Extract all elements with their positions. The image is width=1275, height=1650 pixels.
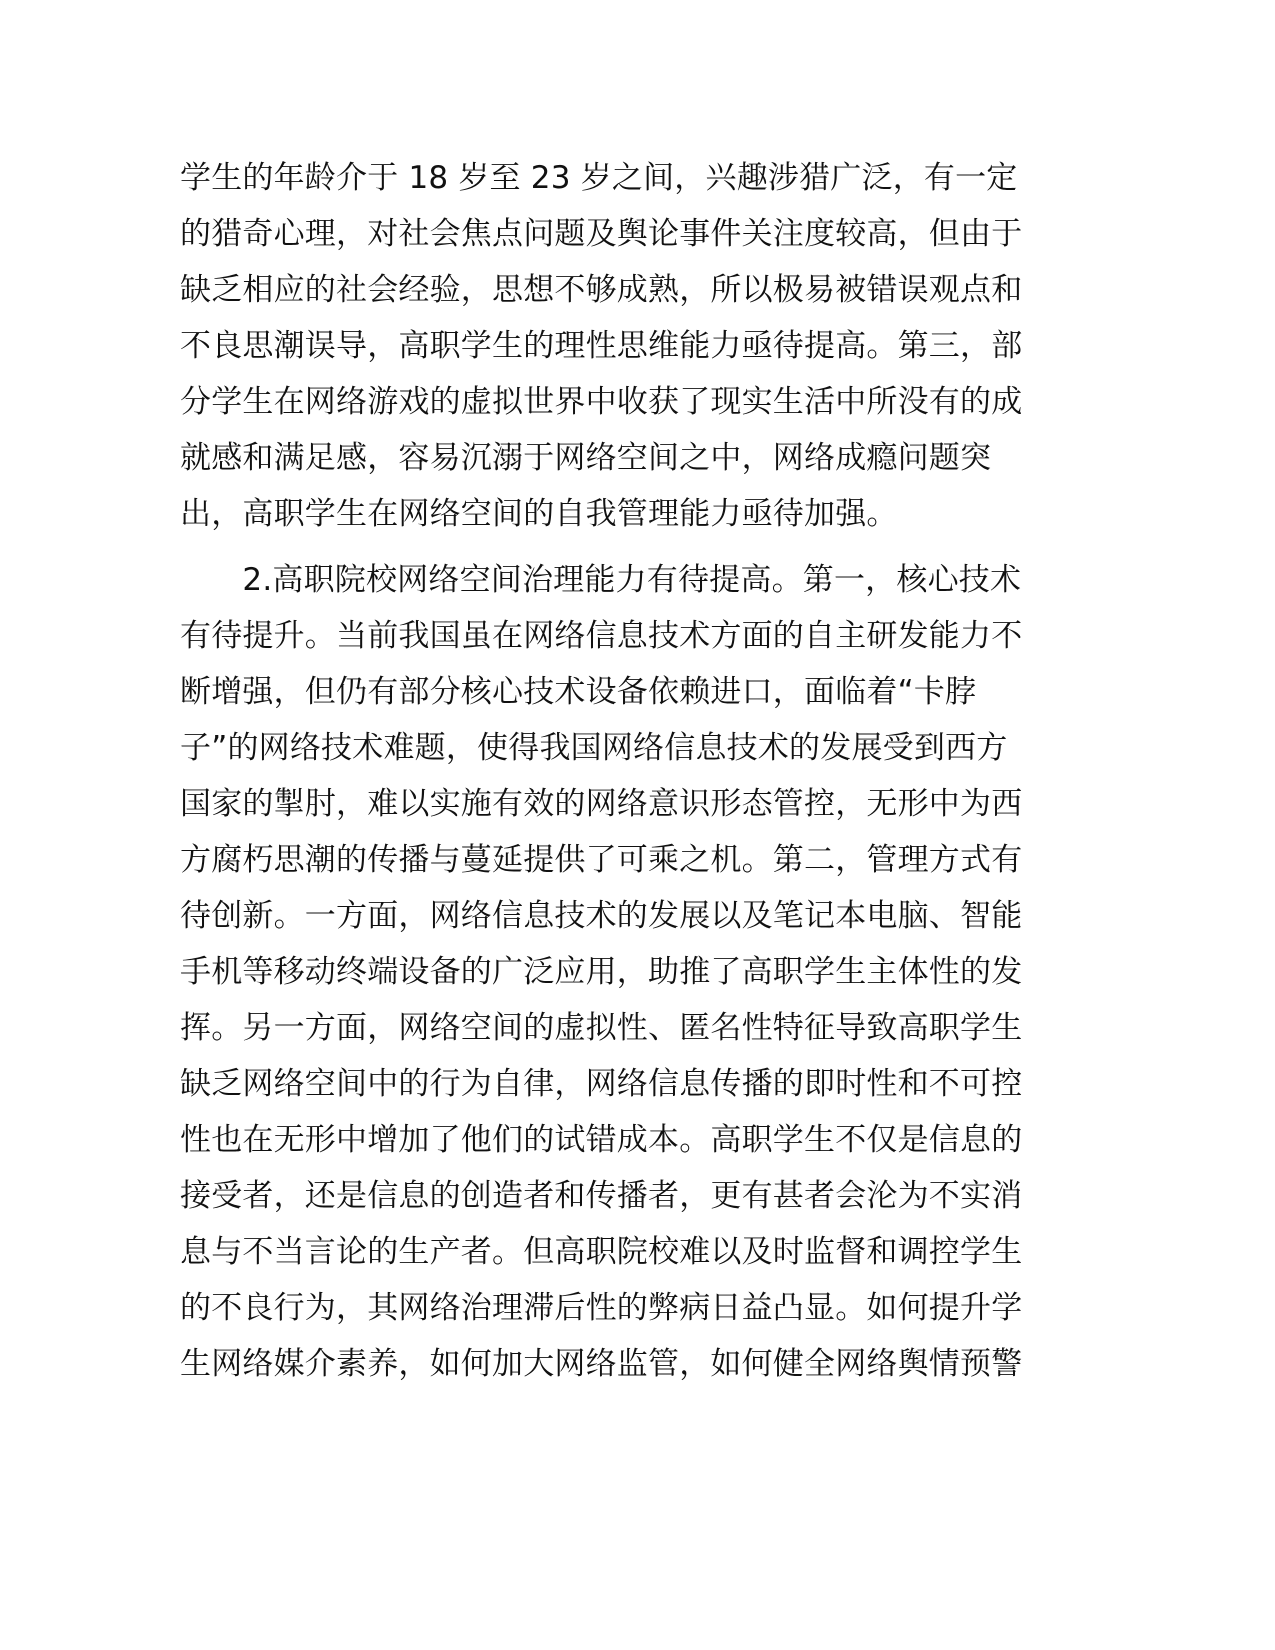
text-line: 缺乏相应的社会经验，思想不够成熟，所以极易被错误观点和 — [180, 272, 1023, 308]
paragraph-gap — [180, 542, 1040, 552]
text-line: 方腐朽思潮的传播与蔓延提供了可乘之机。第二，管理方式有 — [180, 842, 1023, 878]
text-line: 分学生在网络游戏的虚拟世界中收获了现实生活中所没有的成 — [180, 384, 1023, 420]
paragraph-2 — [180, 552, 1040, 1392]
text-line: 缺乏网络空间中的行为自律，网络信息传播的即时性和不可控 — [180, 1066, 1023, 1102]
text-line: 就感和满足感，容易沉溺于网络空间之中，网络成瘾问题突 — [180, 440, 992, 476]
text-line: 性也在无形中增加了他们的试错成本。高职学生不仅是信息的 — [180, 1122, 1023, 1158]
text-line: 的不良行为，其网络治理滞后性的弊病日益凸显。如何提升学 — [180, 1290, 1023, 1326]
text-line: 子”的网络技术难题，使得我国网络信息技术的发展受到西方 — [180, 730, 1008, 766]
text-line: 息与不当言论的生产者。但高职院校难以及时监督和调控学生 — [180, 1234, 1023, 1270]
text-line: 生网络媒介素养，如何加大网络监管，如何健全网络舆情预警 — [180, 1346, 1023, 1382]
text-line: 有待提升。当前我国虽在网络信息技术方面的自主研发能力不 — [180, 618, 1023, 654]
text-line: 接受者，还是信息的创造者和传播者，更有甚者会沦为不实消 — [180, 1178, 1023, 1214]
text-line: 2.高职院校网络空间治理能力有待提高。第一，核心技术 — [180, 562, 1022, 598]
text-line: 的猎奇心理，对社会焦点问题及舆论事件关注度较高，但由于 — [180, 216, 1023, 252]
text-line: 不良思潮误导，高职学生的理性思维能力亟待提高。第三，部 — [180, 328, 1023, 364]
text-line: 手机等移动终端设备的广泛应用，助推了高职学生主体性的发 — [180, 954, 1023, 990]
text-line: 待创新。一方面，网络信息技术的发展以及笔记本电脑、智能 — [180, 898, 1023, 934]
paragraph-1 — [180, 150, 1040, 542]
text-line: 国家的掣肘，难以实施有效的网络意识形态管控，无形中为西 — [180, 786, 1023, 822]
body-text — [180, 150, 1040, 1392]
text-line: 出，高职学生在网络空间的自我管理能力亟待加强。 — [180, 496, 898, 532]
text-line: 挥。另一方面，网络空间的虚拟性、匿名性特征导致高职学生 — [180, 1010, 1023, 1046]
text-line: 学生的年龄介于 18 岁至 23 岁之间，兴趣涉猎广泛，有一定 — [180, 160, 1018, 196]
text-line: 断增强，但仍有部分核心技术设备依赖进口，面临着“卡脖 — [180, 674, 977, 710]
